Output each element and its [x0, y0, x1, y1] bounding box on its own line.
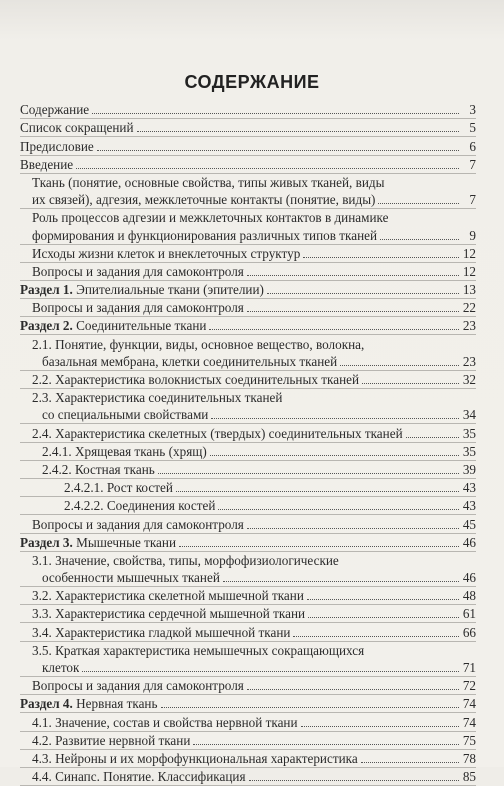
toc-entry[interactable] — [20, 479, 476, 497]
page-number: 66 — [462, 624, 476, 640]
dot-leader — [247, 310, 459, 312]
dot-leader — [362, 382, 459, 384]
toc-entry-text — [42, 659, 79, 676]
toc-entry-title: Содержание — [20, 102, 90, 118]
toc-entry-text — [20, 101, 89, 118]
page-title: СОДЕРЖАНИЕ — [184, 72, 320, 92]
toc-entry-title: Роль процессов адгезии и межклеточных контактов в динамике — [32, 210, 389, 226]
toc-entry-text — [64, 497, 215, 514]
page-number: 72 — [462, 678, 476, 694]
toc-entry-text — [32, 552, 339, 569]
toc-entry[interactable] — [20, 623, 476, 641]
toc-entry-title: 2.4.2.2. Соединения костей — [64, 498, 216, 514]
page-number: 39 — [462, 461, 476, 477]
table-of-contents — [20, 101, 476, 786]
page-number: 7 — [469, 156, 476, 172]
dot-leader — [211, 417, 459, 419]
toc-entry-text — [32, 516, 244, 533]
toc-entry-title: Эпителиальные ткани (эпителии) — [72, 282, 264, 298]
toc-entry-text — [32, 174, 385, 191]
page-number: 6 — [469, 138, 476, 154]
page-number: 46 — [462, 570, 476, 586]
toc-entry-title: 3.5. Краткая характеристика немышечных сокращающихся — [32, 642, 365, 658]
toc-entry[interactable] — [20, 137, 476, 155]
section-label: Раздел 3. — [20, 534, 73, 550]
dot-leader — [267, 292, 459, 294]
toc-entry[interactable] — [20, 424, 476, 442]
toc-entry[interactable] — [20, 101, 476, 119]
toc-entry[interactable] — [20, 174, 476, 191]
toc-entry[interactable] — [20, 732, 476, 750]
toc-entry-title: 2.3. Характеристика соединительных тканей — [32, 390, 283, 406]
toc-entry-text — [42, 461, 155, 478]
page-number: 13 — [462, 282, 476, 298]
dot-leader — [378, 202, 459, 204]
toc-entry-text — [64, 479, 173, 496]
toc-entry-title: Нервная ткань — [72, 696, 158, 712]
dot-leader — [82, 670, 459, 672]
toc-entry-text — [32, 732, 190, 749]
toc-entry-text — [32, 425, 403, 442]
dot-leader — [247, 688, 459, 690]
toc-entry[interactable] — [20, 713, 476, 731]
dot-leader — [249, 779, 459, 781]
toc-entry-text — [32, 336, 364, 353]
page-number: 35 — [462, 443, 476, 459]
dot-leader — [210, 454, 459, 456]
page-number: 5 — [469, 120, 476, 136]
dot-leader — [340, 364, 459, 366]
dot-leader — [307, 598, 459, 600]
toc-entry[interactable] — [20, 299, 476, 317]
toc-entry-title: базальная мембрана, клетки соединительных тканей — [42, 353, 338, 369]
page-number: 71 — [462, 660, 476, 675]
dot-leader — [179, 545, 459, 547]
toc-entry-text — [42, 569, 220, 586]
toc-entry[interactable] — [20, 768, 476, 786]
toc-entry-text — [32, 624, 290, 641]
toc-entry[interactable] — [20, 695, 476, 713]
dot-leader — [301, 725, 459, 727]
toc-entry-title: 3.1. Значение, свойства, типы, морфофизиологические — [32, 552, 339, 568]
dot-leader — [308, 616, 459, 618]
toc-entry[interactable] — [20, 642, 476, 659]
toc-entry[interactable] — [20, 677, 476, 695]
dot-leader — [223, 580, 459, 582]
toc-entry-title: 2.4.2.1. Рост костей — [64, 480, 173, 496]
page-number: 32 — [462, 372, 476, 387]
page-number: 43 — [462, 498, 476, 514]
dot-leader — [247, 527, 459, 529]
toc-entry-title: 3.3. Характеристика сердечной мышечной ткани — [32, 606, 306, 622]
toc-entry-text — [32, 389, 282, 406]
page-number: 23 — [462, 318, 476, 334]
toc-entry-title: 3.2. Характеристика скелетной мышечной ткани — [32, 588, 304, 604]
dot-leader — [92, 112, 459, 114]
dot-leader — [137, 130, 459, 132]
toc-entry[interactable] — [20, 119, 476, 137]
toc-entry-title: Вопросы и задания для самоконтроля — [32, 263, 244, 279]
toc-entry-title: со специальными свойствами — [42, 407, 209, 423]
toc-entry-text — [32, 677, 244, 694]
toc-entry[interactable] — [20, 552, 476, 569]
dot-leader — [406, 436, 459, 438]
page-number: 74 — [462, 696, 476, 712]
page-number: 43 — [462, 480, 476, 496]
page-number: 23 — [462, 353, 476, 369]
toc-entry-text — [32, 642, 364, 659]
page-number: 34 — [462, 407, 476, 423]
toc-entry[interactable] — [20, 281, 476, 299]
toc-entry-title: Исходы жизни клеток и внеклеточных структур — [32, 245, 301, 261]
page-number: 9 — [469, 227, 476, 243]
toc-entry[interactable] — [20, 534, 476, 552]
toc-entry[interactable] — [20, 587, 476, 605]
toc-entry-text — [32, 371, 359, 388]
toc-entry-text — [20, 156, 73, 173]
toc-entry-title: 4.2. Развитие нервной ткани — [32, 732, 191, 748]
toc-entry-title: 3.4. Характеристика гладкой мышечной ткани — [32, 624, 291, 640]
toc-entry-text — [42, 353, 337, 370]
toc-entry-title: Ткань (понятие, основные свойства, типы живых тканей, виды — [32, 174, 385, 190]
toc-entry[interactable] — [20, 461, 476, 479]
dot-leader — [176, 490, 459, 492]
toc-entry[interactable] — [20, 659, 476, 677]
toc-entry-text — [32, 768, 246, 785]
dot-leader — [76, 167, 459, 169]
toc-entry-title: 2.4. Характеристика скелетных (твердых) соединительных тканей — [32, 425, 403, 441]
toc-entry-title: Предисловие — [20, 138, 94, 154]
toc-entry-title: формирования и функционирования различных типов тканей — [32, 227, 378, 243]
toc-entry[interactable] — [20, 750, 476, 768]
toc-entry-text — [20, 695, 158, 712]
dot-leader — [209, 328, 459, 330]
section-label: Раздел 2. — [20, 318, 73, 334]
toc-entry[interactable] — [20, 371, 476, 389]
toc-entry[interactable] — [20, 226, 476, 244]
page-number: 35 — [462, 425, 476, 441]
page-number: 45 — [462, 516, 476, 532]
toc-entry[interactable] — [20, 335, 476, 352]
toc-entry-title: Введение — [20, 156, 74, 172]
toc-entry[interactable] — [20, 353, 476, 371]
dot-leader — [303, 256, 459, 258]
toc-entry-text — [32, 227, 377, 244]
page-number: 12 — [462, 263, 476, 279]
toc-entry-title: 2.1. Понятие, функции, виды, основное вещество, волокна, — [32, 336, 365, 352]
toc-entry-text — [20, 317, 206, 334]
section-label: Раздел 1. — [20, 282, 73, 298]
dot-leader — [218, 508, 459, 510]
page-number: 48 — [462, 588, 476, 604]
toc-entry-text — [20, 138, 94, 155]
dot-leader — [161, 706, 460, 708]
page-number: 3 — [469, 102, 476, 118]
toc-entry[interactable] — [20, 389, 476, 406]
toc-entry-title: 4.1. Значение, состав и свойства нервной ткани — [32, 714, 298, 730]
toc-entry[interactable] — [20, 515, 476, 533]
toc-entry[interactable] — [20, 209, 476, 226]
toc-entry-title: Соединительные ткани — [72, 318, 207, 334]
page-number: 22 — [462, 300, 476, 316]
dot-leader — [293, 635, 459, 637]
toc-entry-text — [20, 534, 176, 551]
page-number: 46 — [462, 534, 476, 550]
page-number: 7 — [469, 192, 476, 208]
toc-entry-title: Мышечные ткани — [72, 534, 177, 550]
page-number: 85 — [462, 769, 476, 785]
toc-entry[interactable] — [20, 191, 476, 209]
toc-entry[interactable] — [20, 569, 476, 587]
toc-entry[interactable] — [20, 443, 476, 461]
dot-leader — [193, 743, 459, 745]
toc-entry-title: 4.4. Синапс. Понятие. Классификация — [32, 769, 246, 785]
toc-entry-title: 2.4.1. Хрящевая ткань (хрящ) — [42, 443, 207, 459]
page-number: 78 — [462, 750, 476, 766]
toc-entry-text — [32, 263, 244, 280]
toc-entry-text — [32, 714, 298, 731]
dot-leader — [158, 472, 459, 474]
toc-entry-text — [42, 443, 207, 460]
dot-leader — [361, 761, 459, 763]
toc-entry-text — [32, 750, 358, 767]
toc-entry[interactable] — [20, 317, 476, 335]
toc-entry[interactable] — [20, 605, 476, 623]
page-number: 75 — [462, 732, 476, 748]
toc-entry-text — [32, 605, 305, 622]
dot-leader — [247, 274, 459, 276]
page-number: 74 — [462, 714, 476, 730]
toc-entry-title: Список сокращений — [20, 120, 134, 136]
toc-entry-text — [32, 245, 300, 262]
toc-entry[interactable] — [20, 406, 476, 424]
toc-entry-title: Вопросы и задания для самоконтроля — [32, 300, 244, 316]
toc-entry-title: 4.3. Нейроны и их морфофункциональная характеристика — [32, 750, 358, 766]
toc-entry-title: Вопросы и задания для самоконтроля — [32, 516, 244, 532]
toc-entry-text — [42, 406, 208, 423]
toc-entry-text — [32, 191, 375, 208]
toc-entry-text — [20, 281, 264, 298]
toc-entry[interactable] — [20, 497, 476, 515]
section-label: Раздел 4. — [20, 696, 73, 712]
toc-entry-title: Вопросы и задания для самоконтроля — [32, 678, 244, 694]
dot-leader — [97, 149, 459, 151]
page-number: 12 — [462, 245, 476, 261]
toc-entry-title: их связей), адгезия, межклеточные контакты (понятие, виды) — [32, 192, 376, 208]
toc-entry[interactable] — [20, 156, 476, 174]
toc-entry-text — [32, 587, 304, 604]
toc-entry[interactable] — [20, 263, 476, 281]
toc-entry-title: клеток — [42, 660, 80, 675]
page-number: 61 — [462, 606, 476, 622]
toc-entry-text — [32, 299, 244, 316]
toc-entry-title: 2.4.2. Костная ткань — [42, 461, 155, 477]
toc-entry-title: 2.2. Характеристика волокнистых соединительных тканей — [32, 372, 360, 387]
toc-entry-title: особенности мышечных тканей — [42, 570, 220, 586]
toc-entry[interactable] — [20, 245, 476, 263]
dot-leader — [380, 238, 459, 240]
toc-entry-text — [32, 209, 389, 226]
toc-entry-text — [20, 119, 134, 136]
